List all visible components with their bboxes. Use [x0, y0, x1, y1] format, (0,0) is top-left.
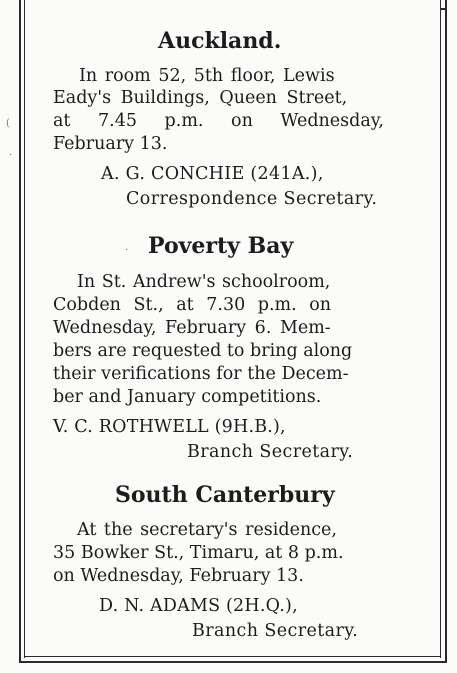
poverty-bay-body-line: bers are requested to bring along	[53, 341, 353, 361]
frame-left-outer-rule	[19, 0, 21, 663]
frame-right-outer-rule	[445, 0, 447, 663]
auckland-body-line: In room 52, 5th floor, Lewis	[79, 66, 335, 86]
south-canterbury-signatory-title: Branch Secretary.	[192, 621, 359, 641]
print-speck: (	[6, 118, 10, 129]
print-speck: ·	[9, 150, 13, 161]
poverty-bay-body-line: ber and January competitions.	[53, 387, 322, 407]
frame-right-inner-rule	[440, 0, 441, 658]
frame-left-inner-rule	[24, 0, 25, 658]
south-canterbury-body-line: At the secretary's residence,	[77, 520, 337, 540]
south-canterbury-body-line: on Wednesday, February 13.	[53, 566, 304, 586]
auckland-signatory-title: Correspondence Secretary.	[126, 189, 378, 209]
poverty-bay-body-line: their verifications for the Decem-	[53, 364, 349, 384]
south-canterbury-heading: South Canterbury	[115, 482, 335, 508]
poverty-bay-signatory-title: Branch Secretary.	[187, 442, 354, 462]
auckland-body-line: Eady's Buildings, Queen Street,	[53, 88, 348, 108]
print-speck: ·	[125, 245, 129, 256]
auckland-body-line: at 7.45 p.m. on Wednesday,	[53, 111, 384, 131]
poverty-bay-body-line: Cobden St., at 7.30 p.m. on	[53, 295, 332, 315]
auckland-body-line: February 13.	[53, 134, 168, 154]
frame-bottom-inner-rule	[24, 656, 441, 657]
frame-bottom-outer-rule	[19, 661, 447, 663]
poverty-bay-body-line: In St. Andrew's schoolroom,	[77, 272, 331, 292]
south-canterbury-signatory-name: D. N. ADAMS (2H.Q.),	[99, 596, 298, 616]
poverty-bay-signatory-name: V. C. ROTHWELL (9H.B.),	[53, 417, 286, 437]
poverty-bay-body-line: Wednesday, February 6. Mem-	[53, 318, 331, 338]
south-canterbury-body-line: 35 Bowker St., Timaru, at 8 p.m.	[53, 543, 344, 563]
auckland-heading: Auckland.	[158, 28, 282, 54]
poverty-bay-heading: Poverty Bay	[148, 233, 294, 259]
auckland-signatory-name: A. G. CONCHIE (241A.),	[101, 164, 324, 184]
frame-top-right-rule	[440, 8, 447, 10]
